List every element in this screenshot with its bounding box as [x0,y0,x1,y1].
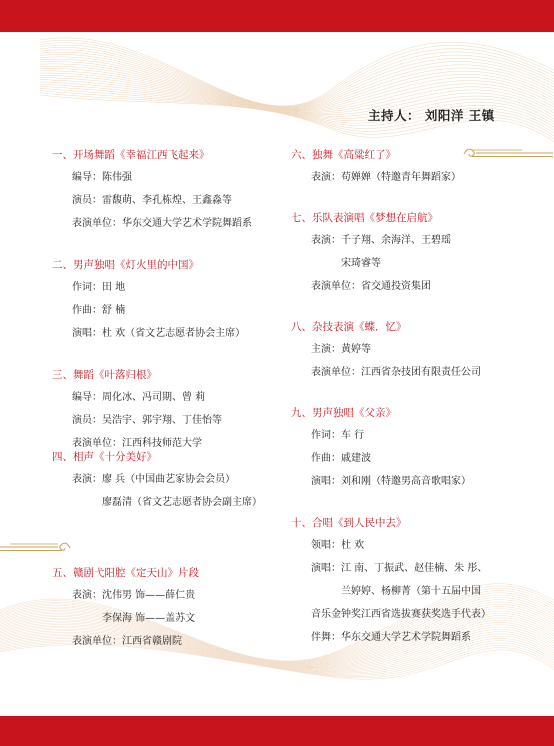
program-item-credit: 表演：廖 兵（中国曲艺家协会会员） [72,474,236,485]
program-item [52,148,292,231]
program-item [291,320,531,380]
program-item-credit: 音乐金钟奖江西省选拔赛获奖选手代表） [311,609,491,620]
program-item-credit: 表演单位：华东交通大学艺术学院舞蹈系 [72,218,252,229]
program-item-credit: 作曲：舒 楠 [72,305,126,316]
program-item-credit: 廖磊清（省文艺志愿者协会副主席） [102,497,262,508]
program-item-title: 一、开场舞蹈《幸福江西飞起来》 [52,149,210,161]
program-item-title: 三、舞蹈《叶落归根》 [52,369,157,381]
program-item-credit: 表演：沈伟男 饰——薛仁贵 [72,590,196,601]
program-item-credit: 伴舞：华东交通大学艺术学院舞蹈系 [311,632,471,643]
program-item [291,211,531,294]
host-line: 主持人： 刘阳洋 王镇 [368,108,495,123]
program-item-title: 八、杂技表演《蝶．忆》 [291,321,407,333]
program-item-credit: 表演：苟婵婵（特邀青年舞蹈家） [311,172,461,183]
program-item-credit: 宋琦睿等 [341,258,381,269]
program-item-credit: 编导：陈伟强 [72,172,132,183]
program-item [52,566,292,649]
program-item-title: 十、合唱《到人民中去》 [291,517,407,529]
program-item [291,148,531,185]
program-item-credit: 李保海 饰——盖苏文 [102,613,196,624]
program-item-title: 九、男声独唱《父亲》 [291,407,396,419]
program-item-credit: 演唱：刘和刚（特邀男高音歌唱家） [311,476,471,487]
program-item-credit: 表演单位：江西省赣剧院 [72,636,182,647]
cloud-ornament-left [0,538,72,556]
program-item-title: 二、男声独唱《灯火里的中国》 [52,259,199,271]
program-item [291,516,531,645]
program-item-credit: 作词：车 行 [311,430,365,441]
program-item-credit: 领唱：杜 欢 [311,540,365,551]
program-item-credit: 演员：雷馥萌、李孔栋煌、王鑫淼等 [72,195,232,206]
program-item-title: 七、乐队表演唱《梦想在启航》 [291,212,438,224]
program-item [291,406,531,489]
program-item [52,258,292,341]
program-item-credit: 表演：千子翔、余海洋、王碧瑶 [311,235,451,246]
program-item-credit: 表演单位：江西科技师范大学 [72,438,202,449]
program-item-credit: 编导：周化冰、冯司期、曾 莉 [72,392,206,403]
program-item-credit: 主演：黄婷等 [311,344,371,355]
program-item-credit: 表演单位：省交通投资集团 [311,281,431,292]
program-item-credit: 演员：吴浩宇、郭宇翔、丁佳怡等 [72,415,222,426]
program-item-credit: 演唱：杜 欢（省文艺志愿者协会主席） [72,328,246,339]
program-item-credit: 表演单位：江西省杂技团有限责任公司 [311,367,481,378]
program-item-title: 四、相声《十分美好》 [52,451,157,463]
program-item-title: 六、独舞《高粱红了》 [291,149,396,161]
program-item-credit: 演唱：江 南、丁振武、赵佳楠、朱 彤、 [311,563,488,574]
program-item-credit: 作曲：戚建波 [311,453,371,464]
program-item-credit: 作词：田 地 [72,282,126,293]
program-item [52,450,292,510]
program-item-credit: 兰婷婷、杨柳菁（第十五届中国 [341,586,481,597]
program-item [52,368,292,451]
program-item-title: 五、赣剧弋阳腔《定天山》片段 [52,567,199,579]
